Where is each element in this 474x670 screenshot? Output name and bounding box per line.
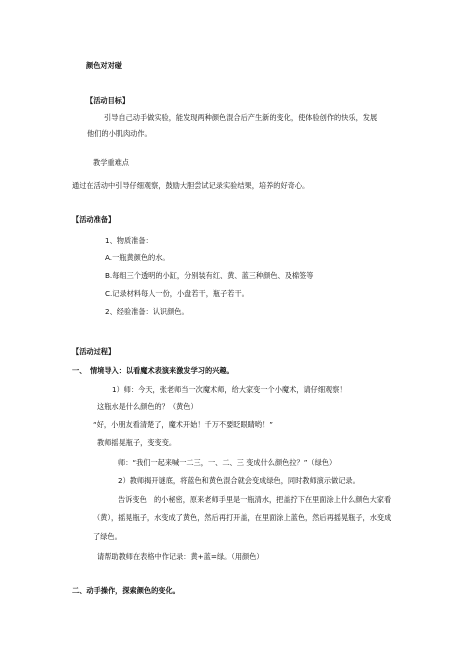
section-1-para-7-line-1: 告诉变色 的小秘密，原来老师手里是一瓶清水，把盖拧下在里面涂上什么颜色大家看 — [118, 495, 392, 504]
section-1-para-6: 2）教师揭开谜底，将蓝色和黄色混合就会变成绿色，同时教师演示做记录。 — [118, 476, 360, 485]
section-1-para-3: “好，小朋友看清楚了，魔术开始！千万不要眨眼睛哟！” — [93, 420, 273, 429]
prep-item-c: C.记录材料每人一份，小盘若干，瓶子若干。 — [105, 289, 249, 298]
doc-title: 颜色对对碰 — [86, 61, 122, 70]
section-2-heading: 二、动手操作，探索颜色的变化。 — [72, 586, 180, 595]
section-1-para-4: 教师摇晃瓶子，变变变。 — [97, 438, 177, 447]
prep-item-2: 2、经验准备：认识颜色。 — [105, 307, 189, 316]
section-1-para-1: 1）师：今天，张老师当一次魔术师，给大家变一个小魔术，请仔细观察！ — [112, 385, 347, 394]
focus-paragraph: 通过在活动中引导仔细观察，鼓励大胆尝试记录实验结果，培养的好奇心。 — [72, 181, 310, 190]
prep-item-a: A.一瓶黄颜色的水。 — [105, 253, 170, 262]
goal-paragraph-line-2: 他们的小肌肉动作。 — [87, 129, 152, 138]
process-heading: 【活动过程】 — [72, 347, 116, 356]
section-1-para-7-line-3: 了绿色。 — [93, 532, 122, 541]
section-1-heading: 一、 情境导入：以看魔术表演来激发学习的兴趣。 — [72, 366, 234, 375]
goal-heading: 【活动目标】 — [86, 96, 130, 105]
focus-heading: 教学重难点 — [93, 158, 129, 167]
goal-paragraph-line-1: 引导自己动手做实验，能发现两种颜色混合后产生新的变化，使体验创作的快乐，发展 — [104, 113, 378, 122]
section-1-para-8: 请帮助教师在表格中作记录：黄+蓝=绿。（用颜色） — [97, 552, 264, 561]
section-1-para-7-line-2: （黄），摇晃瓶子，水变成了黄色，然后再打开盖，在里面涂上蓝色，然后再摇晃瓶子，水变成 — [93, 513, 392, 522]
prep-item-b: B.每组三个透明的小缸，分别装有红、黄、蓝三种颜色、及棉签等 — [105, 271, 314, 280]
section-1-para-5: 师：“我们一起来喊一二三，一、二、三 变成什么颜色拉？”（绿色） — [118, 458, 337, 467]
section-1-para-2: 这瓶水是什么颜色的？（黄色） — [97, 402, 198, 411]
prep-heading: 【活动准备】 — [72, 215, 116, 224]
prep-item-1: 1、物质准备： — [105, 236, 153, 245]
